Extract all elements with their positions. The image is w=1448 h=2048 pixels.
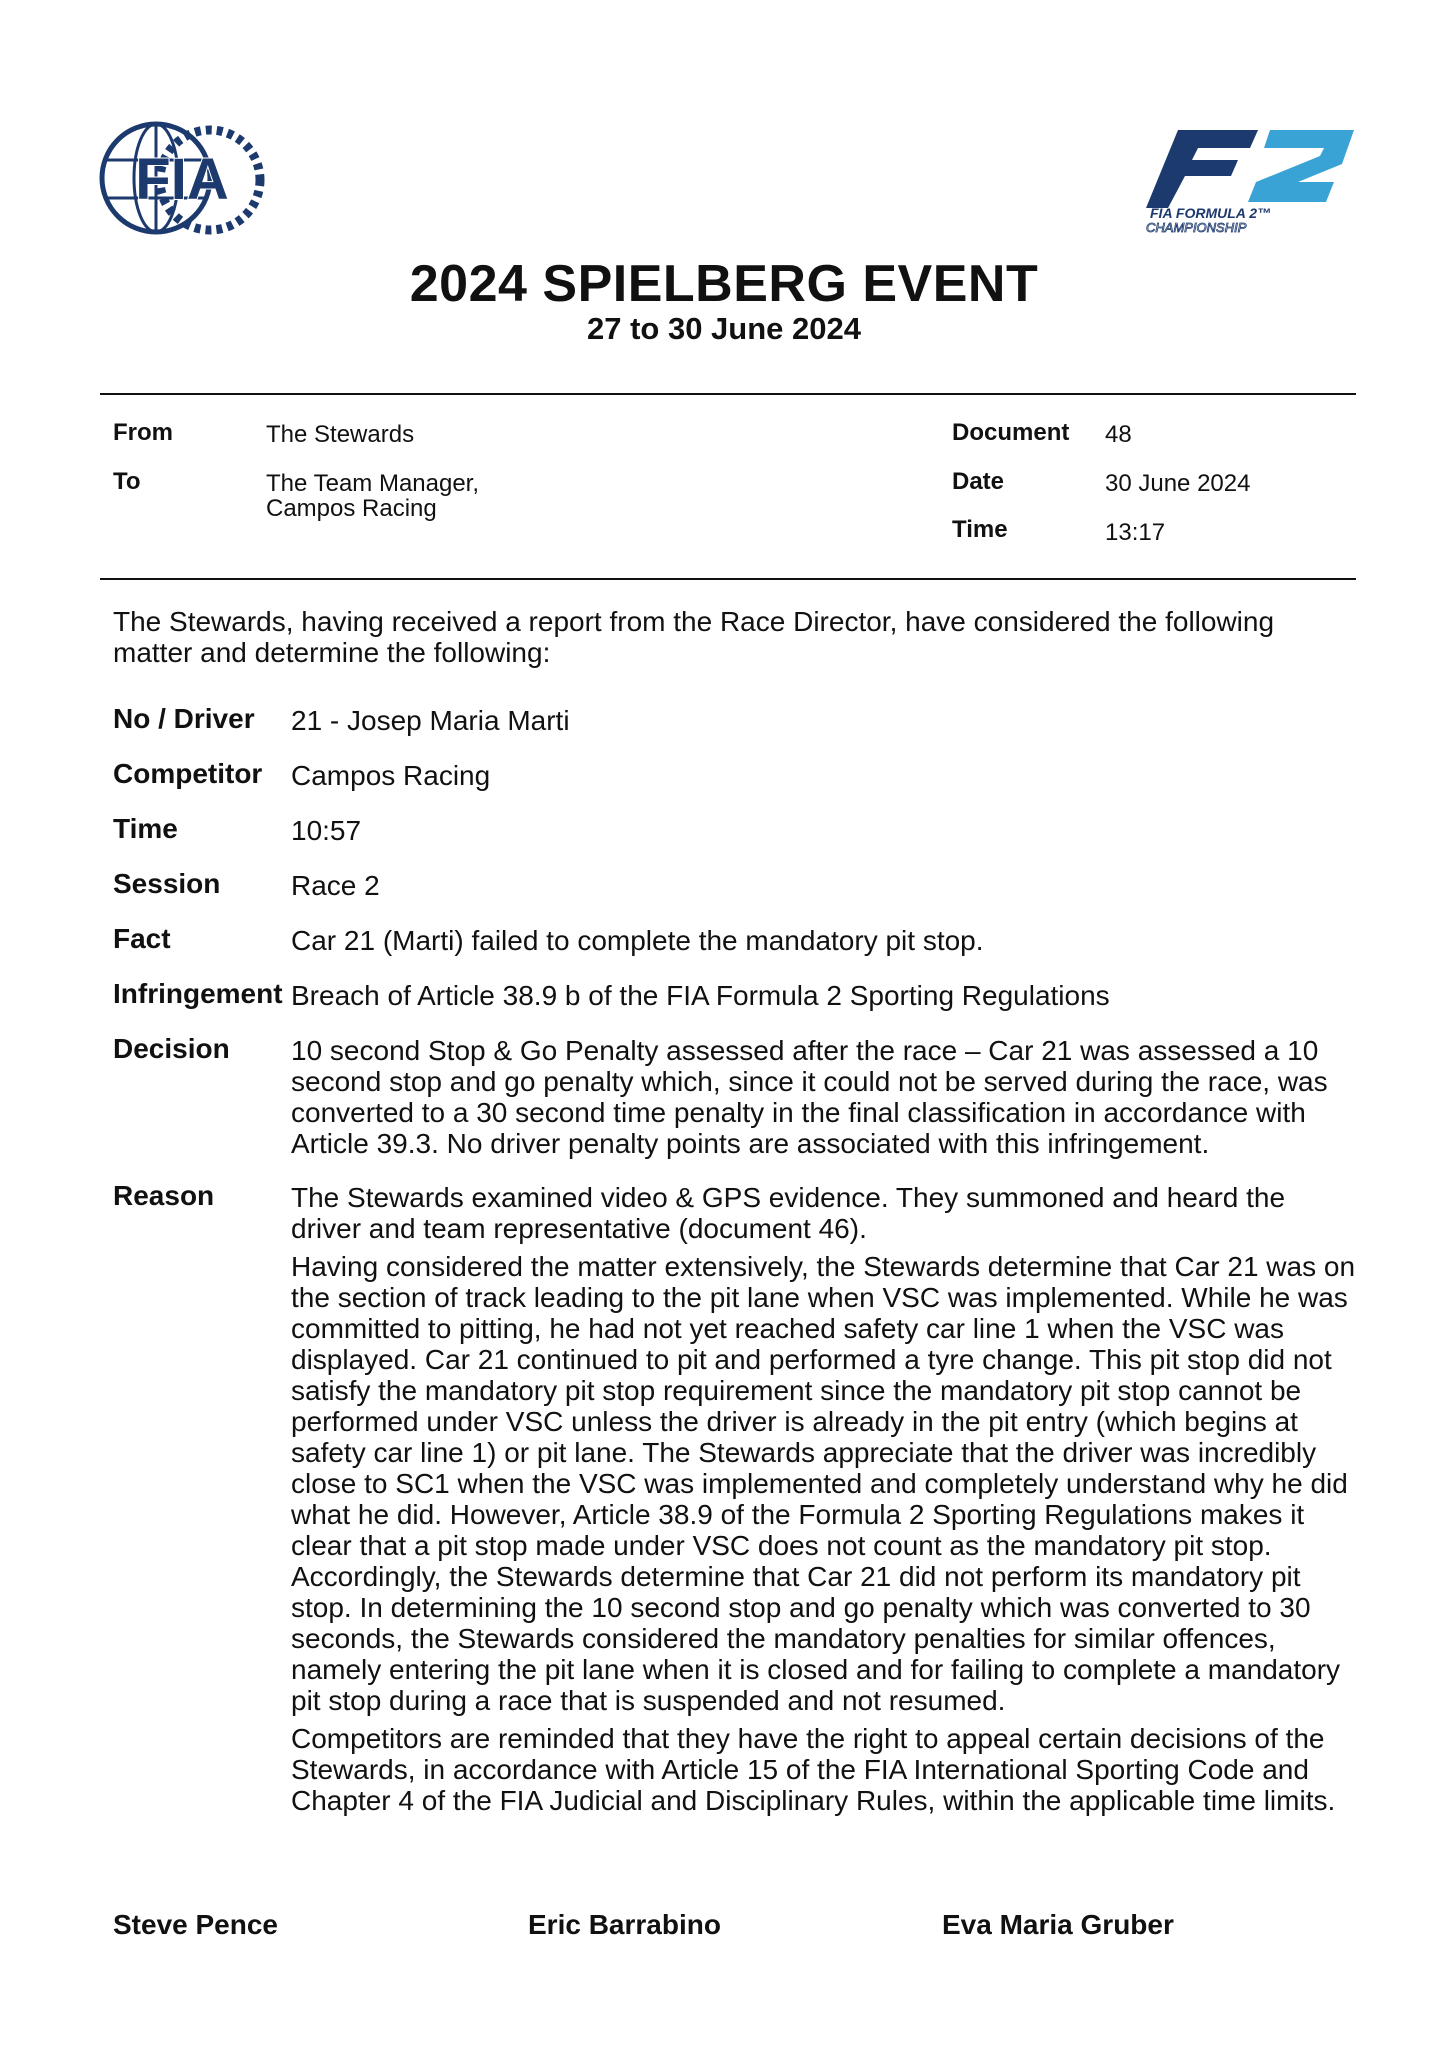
reason-body <box>291 1182 1361 1823</box>
to-value-line2: Campos Racing <box>266 495 437 522</box>
fact-value: Car 21 (Marti) failed to complete the mandatory pit stop. <box>291 925 984 956</box>
decision-value: 10 second Stop & Go Penalty assessed after the race – Car 21 was assessed a 10 second stop and go penalty which, since it could not be served during the race, was converted to a 30 second time penalty in the final classification in accordance with Article 39.3. No driver penalty points are associated with this infringement. <box>291 1035 1328 1159</box>
reason-paragraph: Having considered the matter extensively, the Stewards determine that Car 21 was on the section of track leading to the pit lane when VSC was implemented. While he was committed to pitting, he had not yet reached safety car line 1 when the VSC was displayed. Car 21 continued to pit and performed a tyre change. This pit stop did not satisfy the mandatory pit stop requirement since the mandatory pit stop cannot be performed under VSC unless the driver is already in the pit entry (which begins at safety car line 1) or pit lane. The Stewards appreciate that the driver was incredibly close to SC1 when the VSC was implemented and completely understand why he did what he did. However, Article 38.9 of the Formula 2 Sporting Regulations makes it clear that a pit stop made under VSC does not count as the mandatory pit stop. Accordingly, the Stewards determine that Car 21 did not perform its mandatory pit stop. In determining the 10 second stop and go penalty which was converted to 30 seconds, the Stewards considered the mandatory penalties for similar offences, namely entering the pit lane when it is closed and for failing to complete a mandatory pit stop during a race that is suspended and not resumed. <box>291 1251 1356 1716</box>
event-dates: 27 to 30 June 2024 <box>587 311 861 346</box>
session-value: Race 2 <box>291 870 380 901</box>
infringement-label: Infringement <box>113 978 283 1009</box>
decision-label: Decision <box>113 1033 230 1064</box>
time-label: Time <box>113 813 178 844</box>
f2-logo-line1: FIA FORMULA 2™ <box>1150 205 1272 221</box>
infringement-value: Breach of Article 38.9 b of the FIA Formula 2 Sporting Regulations <box>291 980 1110 1011</box>
date-label: Date <box>952 468 1005 495</box>
fia-logo <box>98 120 268 240</box>
signatory-name: Eric Barrabino <box>528 1909 721 1940</box>
fia-logo-text: FIA <box>135 147 229 212</box>
fact-label: Fact <box>113 923 171 954</box>
to-value-line1: The Team Manager, <box>266 470 480 497</box>
time-value: 13:17 <box>1105 519 1166 546</box>
to-label: To <box>113 468 141 495</box>
document-value: 48 <box>1105 421 1132 448</box>
from-value: The Stewards <box>266 421 415 448</box>
document-label: Document <box>952 419 1070 446</box>
time-label: Time <box>952 516 1008 543</box>
session-label: Session <box>113 868 221 899</box>
reason-label: Reason <box>113 1180 215 1211</box>
competitor-value: Campos Racing <box>291 760 491 791</box>
event-title: 2024 SPIELBERG EVENT <box>409 255 1039 313</box>
f2-mark-icon <box>1146 130 1354 208</box>
driver-label: No / Driver <box>113 703 255 734</box>
f2-championship-logo <box>1138 126 1358 236</box>
f2-logo-line2: CHAMPIONSHIP <box>1146 220 1247 235</box>
header-top-rule <box>100 393 1356 395</box>
intro-text: The Stewards, having received a report from the Race Director, have considered the following matter and determine the following: <box>113 606 1275 668</box>
driver-value: 21 - Josep Maria Marti <box>291 705 570 736</box>
reason-paragraph: The Stewards examined video & GPS evidence. They summoned and heard the driver and team representative (document 46). <box>291 1182 1286 1244</box>
signatory-name: Steve Pence <box>113 1909 278 1940</box>
reason-paragraph: Competitors are reminded that they have the right to appeal certain decisions of the Stewards, in accordance with Article 15 of the FIA International Sporting Code and Chapter 4 of the FIA Judicial and Disciplinary Rules, within the applicable time limits. <box>291 1723 1336 1816</box>
time-value: 10:57 <box>291 815 362 846</box>
competitor-label: Competitor <box>113 758 263 789</box>
from-label: From <box>113 419 173 446</box>
date-value: 30 June 2024 <box>1105 470 1251 497</box>
header-bottom-rule <box>100 578 1356 580</box>
signatory-name: Eva Maria Gruber <box>942 1909 1174 1940</box>
